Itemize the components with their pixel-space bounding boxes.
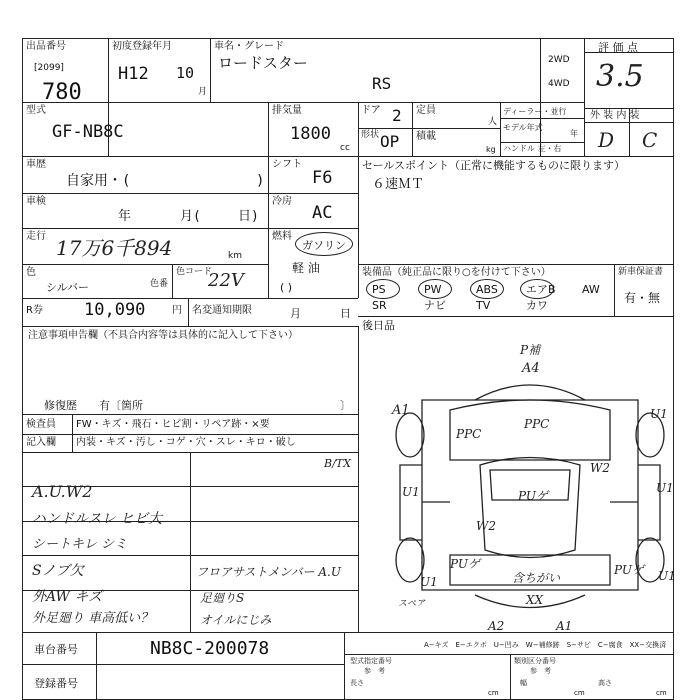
divider — [344, 654, 674, 655]
divider — [22, 632, 674, 633]
model-label: 型式 — [26, 105, 46, 116]
first-reg-label: 初度登録年月 — [112, 41, 172, 52]
fuel-gasoline-circle — [295, 232, 353, 256]
lot-label: 出品番号 — [26, 41, 66, 52]
yen-unit: 円 — [172, 305, 182, 316]
equipment-item-1-4: AW — [582, 283, 600, 296]
diagram-w2: W2 — [590, 461, 610, 475]
inspection-day: 日) — [238, 209, 259, 224]
cabin-outline — [480, 458, 580, 558]
diagram-a1-b: A1 — [556, 619, 573, 633]
shift: F6 — [312, 168, 333, 188]
divider — [22, 156, 674, 157]
recycle-label: R券 — [26, 305, 43, 316]
repair-history: 修復歴 有〔箇所 — [44, 399, 143, 412]
repair-close: 〕 — [340, 399, 351, 412]
diagram-a1: A1 — [392, 403, 410, 418]
equipment-item-2-3: カワ — [526, 299, 548, 312]
dealer-label: ディーラー・並行 — [503, 107, 567, 116]
divider — [268, 102, 269, 156]
equipment-circle-2 — [470, 279, 504, 299]
body-label: 形状 — [361, 130, 380, 140]
note-right-3: オイルにじみ — [200, 613, 272, 627]
diagram-trunk-note: 含ちがい — [512, 571, 561, 585]
mileage: 17万6千894 — [56, 236, 173, 260]
divider — [500, 102, 501, 156]
history-label: 車歴 — [26, 159, 46, 170]
note-right-1: フロアサストメンバー A.U — [196, 565, 341, 579]
divider — [190, 452, 191, 632]
displacement-label: 排気量 — [272, 105, 302, 116]
usage-close: ) — [256, 173, 265, 189]
diagram-u1-l: U1 — [402, 485, 420, 499]
reg-year: H12 — [118, 64, 149, 84]
model-code: GF-NB8C — [52, 122, 124, 142]
note-1: A.U.W2 — [32, 482, 93, 501]
capacity-unit: 人 — [488, 117, 498, 127]
diagram-ppc-left: PPC — [456, 427, 482, 441]
divider — [540, 38, 541, 156]
registration-label: 登録番号 — [34, 677, 78, 690]
diagram-ppc-center: PPC — [524, 417, 550, 431]
chassis-number: NB8C-200078 — [150, 638, 270, 659]
load-label: 積載 — [416, 131, 436, 142]
width-label: 幅 — [520, 679, 527, 687]
km-unit: km — [228, 251, 242, 261]
bt-mark: B/TX — [324, 457, 351, 470]
diagram-xx: XX — [526, 593, 544, 607]
equipment-item-2-1: ナビ — [424, 299, 446, 312]
fuel-diesel: 軽 油 — [292, 261, 320, 275]
ac-label: 冷房 — [272, 196, 292, 207]
grade: RS — [372, 74, 392, 93]
equipment-circle-3 — [520, 279, 554, 299]
divider — [188, 298, 189, 326]
divider — [500, 142, 584, 143]
divider — [22, 298, 358, 299]
inspector-label-2: 記入欄 — [26, 437, 56, 448]
color: シルバー — [46, 281, 89, 294]
color-label: 色 — [26, 267, 36, 278]
inspection-year: 年 — [118, 209, 132, 224]
diagram-pug-right: PUゲ — [614, 563, 644, 577]
divider — [22, 264, 268, 265]
lot-code: [2099] — [34, 63, 64, 73]
year-unit: 年 — [570, 129, 578, 138]
equipment-item-1-3: エアB — [526, 283, 556, 296]
diagram-top: P補 — [520, 343, 541, 357]
divider — [614, 264, 615, 316]
note-4: Sノブ欠 — [32, 563, 84, 579]
shift-label: シフト — [272, 159, 302, 170]
load-unit: kg — [486, 145, 496, 154]
warranty-label: 新車保証書 — [618, 267, 664, 277]
month-unit: 月 — [198, 87, 208, 97]
divider — [510, 654, 511, 700]
equipment-circle-0 — [366, 279, 400, 299]
divider — [500, 118, 584, 119]
fuel-label: 燃料 — [272, 231, 292, 242]
ac: AC — [312, 203, 333, 223]
front-bumper-outline — [475, 385, 585, 400]
color-no-label: 色番 — [150, 279, 169, 289]
width-unit: cm — [574, 689, 585, 697]
displacement: 1800 — [290, 124, 331, 144]
inspector-row-1: FW・キズ・飛石・ヒビ割・リペア跡・×要 — [76, 419, 270, 430]
warranty-value: 有・無 — [624, 291, 661, 305]
diagram-u1-r: U1 — [656, 481, 674, 495]
handle-label: ハンドル 左・右 — [503, 144, 562, 153]
equipment-item-2-2: TV — [476, 299, 491, 312]
transfer-month: 月 — [290, 307, 301, 320]
color-code-label: 色コード — [176, 267, 213, 277]
equipment-label: 装備品（純正品に限り○を付けて下さい） — [362, 267, 551, 278]
chassis-label: 車台番号 — [34, 643, 78, 656]
divider — [358, 326, 359, 632]
equipment-item-2-0: SR — [372, 299, 387, 312]
drive-4wd: 4WD — [548, 79, 570, 89]
divider — [358, 102, 359, 156]
divider — [358, 316, 674, 317]
exterior-grade: D — [598, 128, 615, 152]
type-number-label: 型式指定番号 — [350, 657, 392, 665]
equipment-item-1-1: PW — [424, 283, 442, 296]
length-unit: cm — [488, 689, 499, 697]
equipment-item-1-2: ABS — [476, 283, 498, 296]
usage: 自家用・( — [66, 173, 131, 189]
inspector-label-1: 検査員 — [26, 419, 56, 430]
divider — [358, 156, 359, 298]
diagram-top-2: A4 — [522, 361, 540, 376]
notes-label: 注意事項申告欄（不具合内容等は具体的に記入して下さい） — [28, 330, 298, 341]
note-3: シートキレ シミ — [32, 537, 128, 552]
sales-point: ６速ＭＴ — [372, 177, 425, 192]
note-6: 外足廻り 車高低い？ — [32, 611, 154, 626]
divider — [22, 664, 344, 665]
class-ref: 参 考 — [530, 667, 551, 675]
inspection-label: 車検 — [26, 196, 46, 207]
cc-unit: cc — [340, 143, 350, 153]
transfer-label: 名変通知期限 — [192, 305, 252, 316]
diagram-u1-br: U1 — [658, 569, 676, 583]
fuel-other: ( ) — [280, 281, 293, 294]
equipment-item-1-0: PS — [372, 283, 386, 296]
mileage-label: 走行 — [26, 231, 46, 242]
diagram-pug-left: PUゲ — [450, 557, 480, 571]
type-ref: 参 考 — [364, 667, 385, 675]
length-label: 長さ — [350, 679, 364, 687]
divider — [268, 156, 269, 298]
score-value: 3.5 — [596, 59, 644, 94]
diagram-u1-bl: U1 — [420, 575, 438, 589]
ext-int-label: 外 装 内 装 — [590, 110, 640, 121]
car-name: ロードスター — [218, 54, 308, 72]
recycle-amount: 10,090 — [84, 300, 146, 320]
divider — [344, 632, 345, 700]
diagram-u1-tr: U1 — [650, 407, 668, 421]
equipment-circle-1 — [418, 279, 452, 299]
divider — [358, 264, 674, 265]
legend: A−キズ E−エクボ U−凹み W−補修跡 S−サビ C−腐食 XX−交換済 — [424, 641, 667, 649]
interior-grade: C — [642, 128, 658, 152]
door-label: ドア — [361, 105, 381, 116]
height-unit: cm — [656, 689, 667, 697]
front-left-wheel — [396, 413, 424, 457]
doors: 2 — [392, 106, 402, 125]
drive-2wd: 2WD — [548, 55, 570, 65]
later-items-label: 後日品 — [362, 319, 395, 332]
note-5: 外AW キズ — [32, 589, 103, 605]
diagram-pug-center: PUゲ — [518, 489, 548, 503]
reg-month: 10 — [176, 64, 195, 82]
divider — [412, 102, 413, 156]
class-number-label: 類別区分番号 — [514, 657, 556, 665]
divider — [72, 414, 73, 452]
divider — [22, 555, 358, 556]
diagram-spare: スペア — [398, 599, 426, 609]
capacity-label: 定員 — [416, 105, 436, 116]
transfer-day: 日 — [340, 307, 351, 320]
diagram-a2: A2 — [488, 619, 505, 633]
divider — [22, 228, 358, 229]
note-right-2: 足廻りS — [200, 591, 245, 605]
left-side-outline — [400, 465, 422, 540]
note-2: ハンドルスレ ヒビ大 — [32, 511, 163, 527]
divider — [96, 632, 97, 700]
divider — [412, 128, 500, 129]
divider — [22, 193, 358, 194]
model-year-label: モデル年式 — [503, 123, 543, 132]
divider — [22, 326, 358, 327]
score-label: 評 価 点 — [598, 41, 638, 54]
divider — [210, 38, 211, 102]
divider — [172, 264, 173, 298]
sales-point-label: セールスポイント（正常に機能するものに限ります） — [362, 159, 626, 172]
body-type: OP — [380, 132, 400, 151]
diagram-w2-b: W2 — [476, 519, 496, 533]
fuel-gasoline: ガソリン — [302, 239, 346, 252]
height-label: 高さ — [598, 679, 612, 687]
divider — [584, 38, 585, 156]
color-code: 22V — [208, 270, 244, 291]
right-side-outline — [638, 465, 660, 540]
inspection-month: 月( — [180, 209, 201, 224]
divider — [358, 128, 412, 129]
car-name-label: 車名・グレード — [214, 41, 284, 52]
lot-number: 780 — [42, 80, 82, 105]
inspector-row-2: 内装・キズ・汚し・コゲ・穴・スレ・キロ・破し — [76, 437, 296, 448]
